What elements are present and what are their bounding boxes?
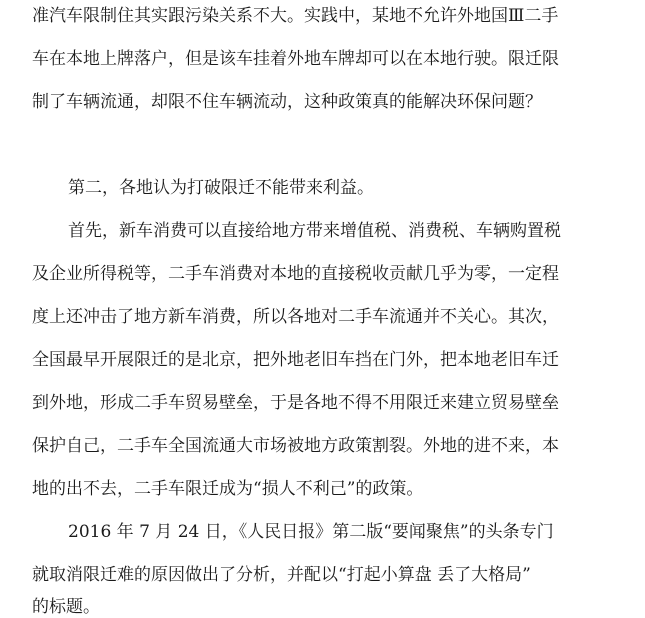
text-line: 准汽车限制住其实跟污染关系不大。实践中，某地不允许外地国Ⅲ二手 bbox=[32, 6, 559, 26]
text-line: 首先，新车消费可以直接给地方带来增值税、消费税、车辆购置税 bbox=[68, 221, 561, 241]
text-line: 度上还冲击了地方新车消费，所以各地对二手车流通并不关心。其次， bbox=[32, 307, 559, 327]
text-line: 制了车辆流通，却限不住车辆流动，这种政策真的能解决环保问题？ bbox=[32, 92, 542, 112]
section-heading: 第二，各地认为打破限迁不能带来利益。 bbox=[68, 178, 374, 198]
text-line: 到外地，形成二手车贸易壁垒，于是各地不得不用限迁来建立贸易壁垒 bbox=[32, 393, 559, 413]
text-line: 车在本地上牌落户，但是该车挂着外地车牌却可以在本地行驶。限迁限 bbox=[32, 49, 559, 69]
text-line: 地的出不去，二手车限迁成为“损人不利己”的政策。 bbox=[32, 479, 424, 499]
text-line: 全国最早开展限迁的是北京，把外地老旧车挡在门外，把本地老旧车迁 bbox=[32, 350, 559, 370]
text-line: 就取消限迁难的原因做出了分析，并配以“打起小算盘 丢了大格局” bbox=[32, 565, 531, 585]
text-line: 的标题。 bbox=[32, 597, 100, 617]
text-line: 及企业所得税等，二手车消费对本地的直接税收贡献几乎为零，一定程 bbox=[32, 264, 559, 284]
text-line: 保护自己，二手车全国流通大市场被地方政策割裂。外地的进不来，本 bbox=[32, 436, 559, 456]
text-line: 2016 年 7 月 24 日，《人民日报》第二版“要闻聚焦”的头条专门 bbox=[68, 522, 554, 542]
